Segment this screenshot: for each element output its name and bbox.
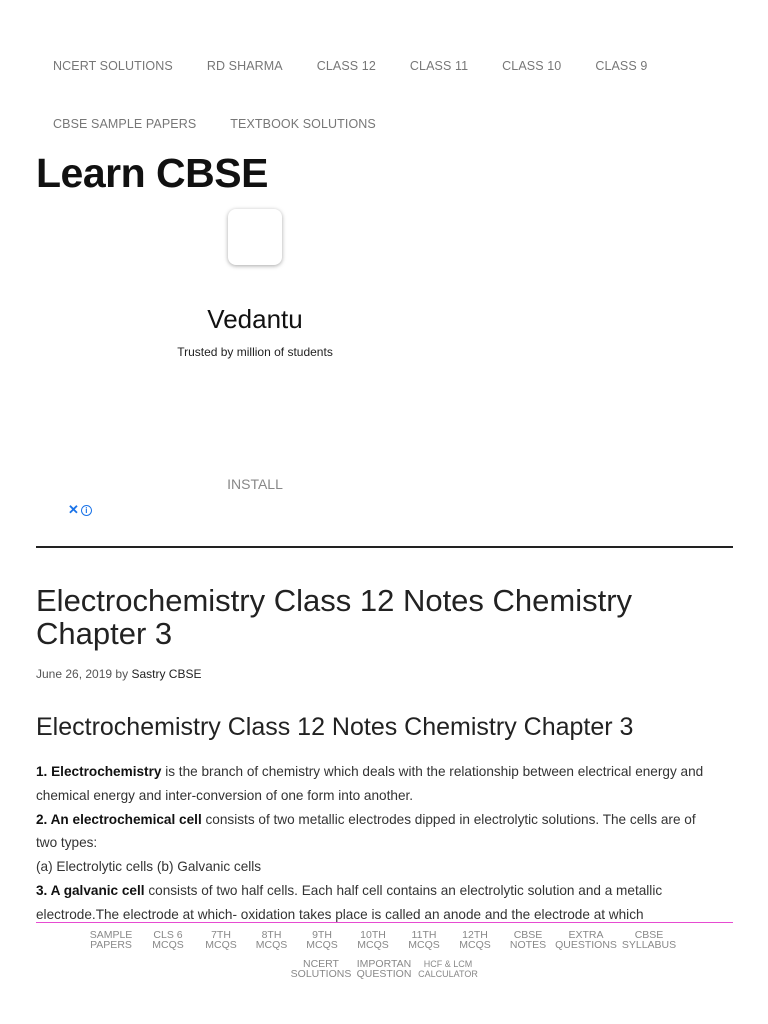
ad-banner[interactable] — [36, 200, 476, 530]
bottom-nav-important-question[interactable]: IMPORTAN QUESTION — [356, 958, 412, 980]
paragraph-1-bold: 1. Electrochemistry — [36, 764, 162, 779]
bottom-nav-divider — [36, 922, 733, 923]
nav-item-cbse-sample-papers[interactable]: CBSE SAMPLE PAPERS — [53, 117, 197, 131]
paragraph-2-bold: 2. An electrochemical cell — [36, 811, 202, 827]
bottom-nav-bar — [0, 922, 768, 1024]
nav-item-class-12[interactable]: CLASS 12 — [316, 59, 376, 73]
paragraph-1 — [36, 760, 706, 808]
post-author-link[interactable]: Sastry CBSE — [131, 667, 202, 681]
article-content — [36, 760, 706, 927]
bottom-nav-12th-mcqs[interactable]: 12TH MCQS — [459, 929, 491, 951]
paragraph-4 — [36, 879, 706, 927]
header-divider — [36, 546, 733, 548]
bottom-nav-cbse-notes[interactable]: CBSE NOTES — [509, 929, 547, 951]
paragraph-2-text: consists of two metallic electrodes dipped in electrolytic solutions. The cells are of two types: — [36, 811, 696, 851]
nav-item-ncert-solutions[interactable]: NCERT SOLUTIONS — [53, 59, 173, 73]
bottom-nav-hcf-lcm-calculator[interactable]: HCF & LCM CALCULATOR — [418, 959, 478, 979]
paragraph-1-text: is the branch of chemistry which deals with the relationship between electrical energy and chemical energy and inter-conversion of one form into another. — [36, 764, 704, 803]
bottom-nav-8th-mcqs[interactable]: 8TH MCQS — [255, 929, 288, 951]
main-nav-row-1 — [36, 48, 736, 84]
ad-choices[interactable] — [68, 502, 92, 518]
article-title: Electrochemistry Class 12 Notes Chemistry Chapter 3 — [36, 583, 633, 651]
ad-tagline: Trusted by million of students — [177, 345, 333, 359]
paragraph-3: (a) Electrolytic cells (b) Galvanic cells — [36, 859, 262, 875]
ad-app-logo[interactable] — [228, 209, 282, 265]
bottom-nav-ncert-solutions[interactable]: NCERT SOLUTIONS — [290, 958, 352, 980]
ad-close-icon[interactable]: ✕ — [68, 502, 79, 517]
main-nav — [36, 48, 736, 164]
nav-item-class-11[interactable]: CLASS 11 — [409, 59, 469, 73]
nav-item-class-9[interactable]: CLASS 9 — [595, 59, 648, 73]
paragraph-4-bold: 3. A galvanic cell — [36, 882, 145, 898]
bottom-nav-extra-questions[interactable]: EXTRA QUESTIONS — [555, 929, 617, 951]
bottom-nav-cls6-mcqs[interactable]: CLS 6 MCQS — [152, 929, 184, 951]
byline-by: by — [115, 667, 129, 681]
paragraph-4-text: consists of two half cells. Each half cell contains an electrolytic solution and a metallic electrode.The electrode at which- oxidation takes place is called an anode and the electrode at which — [36, 882, 663, 922]
nav-item-class-10[interactable]: CLASS 10 — [502, 59, 562, 73]
bottom-nav-9th-mcqs[interactable]: 9TH MCQS — [306, 929, 338, 951]
paragraph-2 — [36, 808, 706, 856]
nav-item-rd-sharma[interactable]: RD SHARMA — [206, 59, 283, 73]
bottom-nav-11th-mcqs[interactable]: 11TH MCQS — [408, 929, 440, 951]
ad-app-name: Vedantu — [207, 304, 303, 334]
post-date: June 26, 2019 — [36, 667, 113, 681]
bottom-nav-10th-mcqs[interactable]: 10TH MCQS — [357, 929, 389, 951]
article-heading: Electrochemistry Class 12 Notes Chemistry Chapter 3 — [36, 713, 634, 741]
bottom-nav-sample-papers[interactable]: SAMPLE PAPERS — [89, 929, 133, 951]
site-title[interactable]: Learn CBSE — [36, 150, 268, 196]
ad-install-button[interactable]: INSTALL — [227, 476, 283, 492]
nav-item-textbook-solutions[interactable]: TEXTBOOK SOLUTIONS — [230, 117, 376, 131]
bottom-nav-row-2 — [290, 959, 480, 979]
main-nav-row-2 — [36, 106, 736, 142]
bottom-nav-cbse-syllabus[interactable]: CBSE SYLLABUS — [621, 929, 677, 951]
bottom-nav-row-1 — [86, 930, 677, 950]
ad-info-icon[interactable]: i — [81, 505, 92, 516]
bottom-nav-7th-mcqs[interactable]: 7TH MCQS — [205, 929, 237, 951]
article-meta — [36, 667, 201, 681]
